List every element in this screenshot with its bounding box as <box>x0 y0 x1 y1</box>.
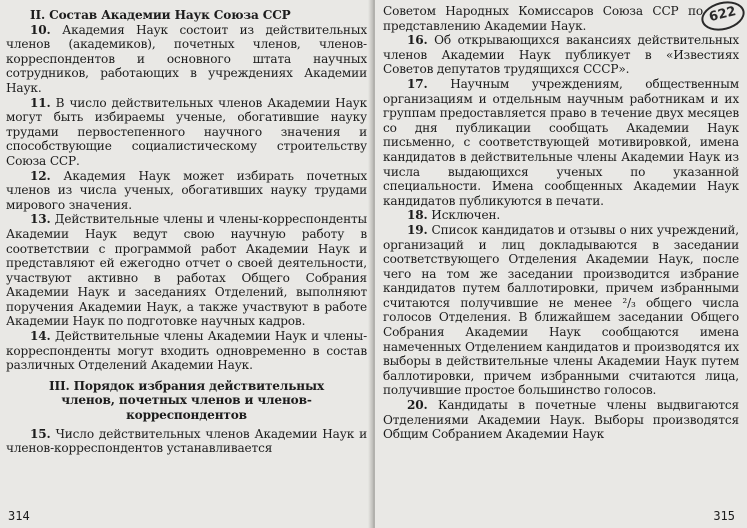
paragraph-10-text: Академия Наук состоит из действительных членов (академиков), почетных членов, членов-корреспондентов и основного штата научных сотрудников, работающих в учреждениях Академии Наук. <box>6 22 367 95</box>
paragraph-12-text: Академия Наук может избирать почетных членов из числа ученых, обогативших науку трудами мирового значения. <box>6 168 367 212</box>
paragraph-16-text: Об открывающихся вакансиях действительных членов Академии Наук публикует в «Известиях Советов депутатов трудящихся СССР». <box>383 33 739 77</box>
paragraph-10-number: 10. <box>30 22 51 37</box>
paragraph-20-text: Кандидаты в почетные члены выдвигаются Отделениями Академии Наук. Выборы производятся Общим Собранием Академии Наук <box>383 398 739 442</box>
paragraph-15 <box>6 427 367 456</box>
page-stamp: 622 <box>698 0 747 35</box>
paragraph-11-number: 11. <box>30 95 51 110</box>
paragraph-13-number: 13. <box>30 212 51 227</box>
paragraph-17 <box>383 77 739 208</box>
section-2-title: II. Состав Академии Наук Союза ССР <box>30 8 291 22</box>
paragraph-15-number: 15. <box>30 426 51 441</box>
paragraph-18 <box>383 208 739 223</box>
paragraph-13-text: Действительные члены и члены-корреспонденты Академии Наук ведут свою научную работу в соответствии с программой работ Академии Наук и представляют ей ежегодно отчет о своей деятельности, участвуют активно в работах Общего Собрания Академии Наук и заседаниях Отделений, выполняют поручения Академии Наук, а также участвуют в работе Академии Наук по подготовке научных кадров. <box>6 212 367 329</box>
paragraph-15-continuation: Советом Народных Комиссаров Союза ССР по представлению Академии Наук. <box>383 4 703 33</box>
paragraph-17-number: 17. <box>407 76 428 91</box>
paragraph-17-text: Научным учреждениям, общественным организациям и отдельным научным работникам и их группам предоставляется право в течение двух месяцев со дня публикации сообщать Академии Наук письменно, с соответствующей мотивировкой, имена кандидатов в действительные члены Академии Наук из числа выдающихся ученых по указанной специальности. Имена сообщенных Академии Наук кандидатов публикуются в печати. <box>383 76 739 208</box>
paragraph-20-number: 20. <box>407 398 428 413</box>
paragraph-14-number: 14. <box>30 329 51 344</box>
section-3-title-line-2: членов, почетных членов и членов- <box>61 393 312 408</box>
paragraph-18-number: 18. <box>407 208 428 223</box>
section-3-title-line-3: корреспондентов <box>126 408 247 423</box>
paragraph-13 <box>6 212 367 329</box>
paragraph-12 <box>6 169 367 213</box>
paragraph-18-text: Исключен. <box>431 208 501 223</box>
left-page-text <box>6 8 367 456</box>
paragraph-11 <box>6 96 367 169</box>
paragraph-16-number: 16. <box>407 33 428 48</box>
left-page <box>0 0 373 528</box>
paragraph-10 <box>6 23 367 96</box>
paragraph-20 <box>383 398 739 442</box>
right-page-text <box>383 4 739 442</box>
paragraph-19 <box>383 223 739 398</box>
paragraph-14 <box>6 329 367 373</box>
paragraph-12-number: 12. <box>30 168 51 183</box>
left-page-number: 314 <box>8 509 30 523</box>
paragraph-19-number: 19. <box>407 222 428 237</box>
section-3-title-line-1: III. Порядок избрания действительных <box>48 378 325 393</box>
right-page-number: 315 <box>713 509 735 523</box>
paragraph-15-text: Число действительных членов Академии Наук и членов-корреспондентов устанавливается <box>6 426 367 456</box>
paragraph-16 <box>383 33 739 77</box>
paragraph-11-text: В число действительных членов Академии Наук могут быть избираемы ученые, обогатившие науку трудами первостепенного научного значения и способствующие социалистическому строительству Союза ССР. <box>6 95 367 168</box>
right-page <box>375 0 747 528</box>
paragraph-14-text: Действительные члены Академии Наук и члены-корреспонденты могут входить одновременно в состав различных Отделений Академии Наук. <box>6 329 367 373</box>
paragraph-19-text: Список кандидатов и отзывы о них учреждений, организаций и лиц докладываются в заседании соответствующего Отделения Академии Наук, после чего на том же заседании производится избрание кандидатов путем баллотировки, причем избранными считаются получившие не менее ²/₃ общего числа голосов Отделения. В ближайшем заседании Общего Собрания Академии Наук сообщаются имена намеченных Отделением кандидатов и производятся их выборы в действительные члены Академии Наук путем баллотировки, причем избранными считаются лица, получившие простое большинство голосов. <box>383 222 739 398</box>
